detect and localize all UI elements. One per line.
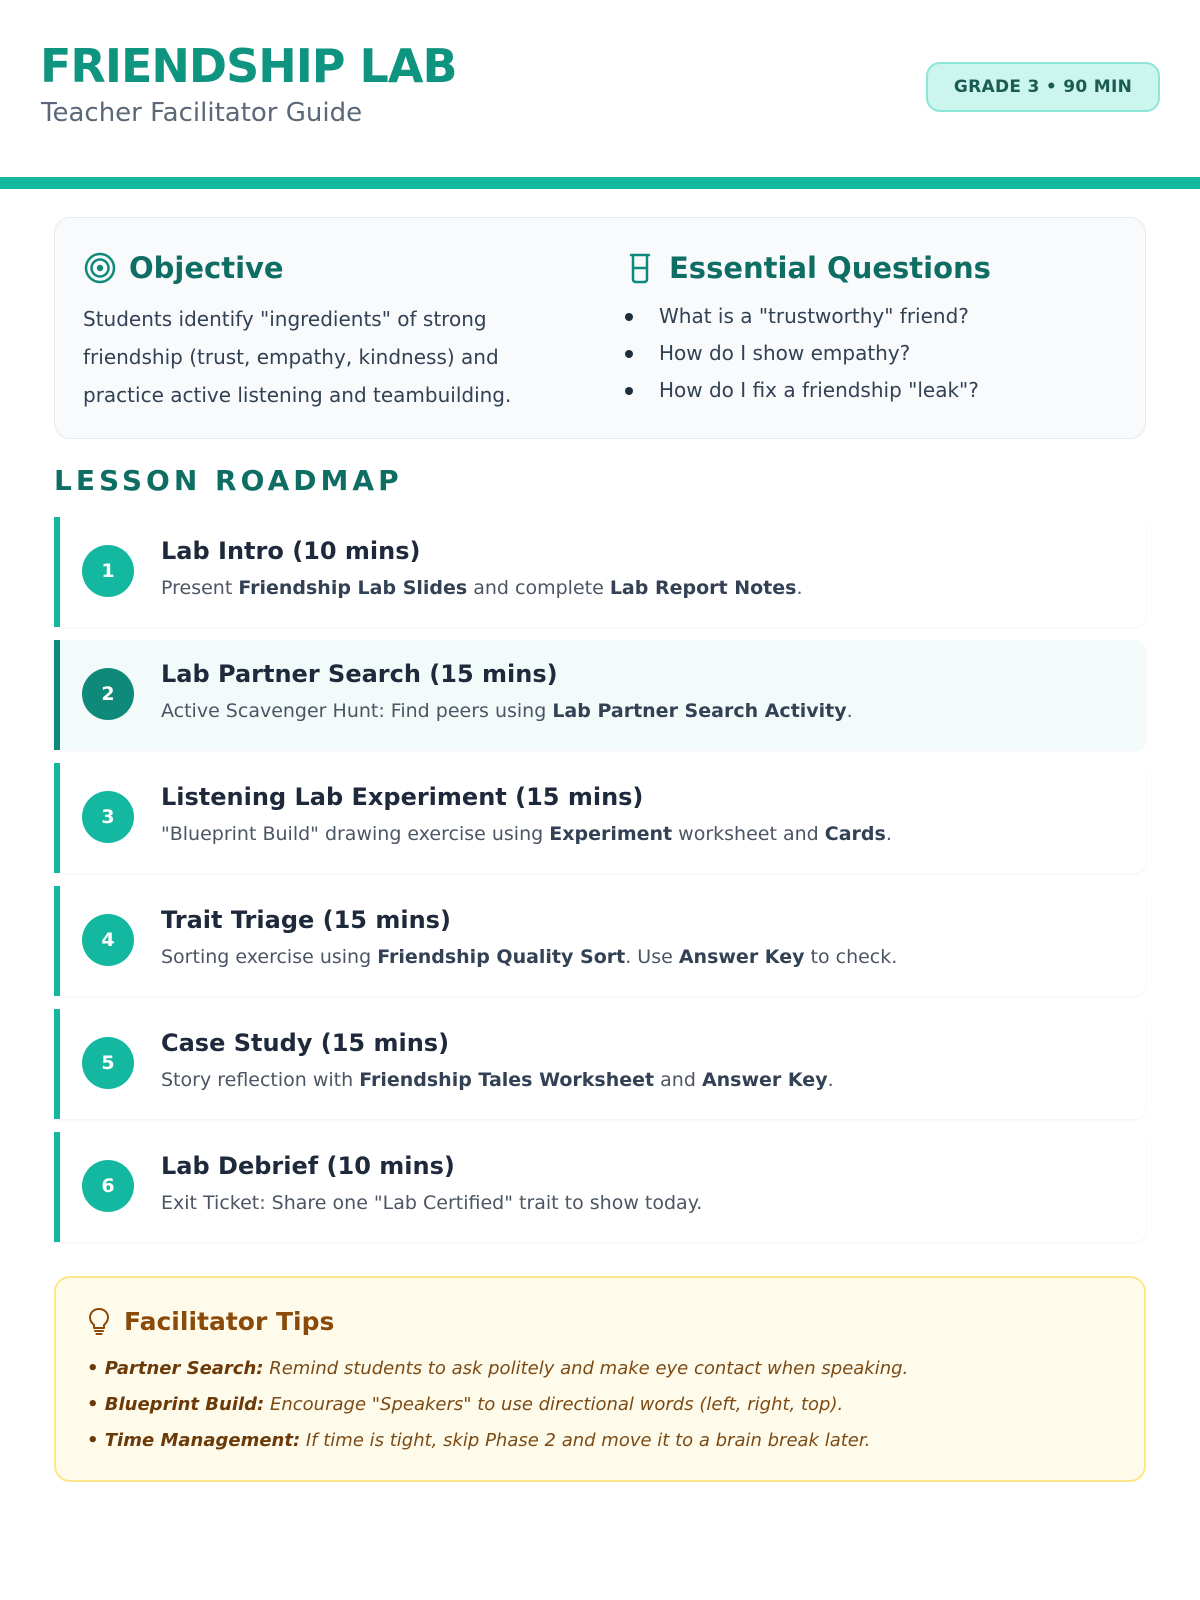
- description-text: worksheet and: [672, 823, 825, 845]
- description-text: and: [654, 1069, 702, 1091]
- step-number-badge: 3: [82, 791, 134, 843]
- description-text: and complete: [467, 577, 610, 599]
- tip-item: [87, 1430, 870, 1451]
- resource-name: Answer Key: [701, 1069, 828, 1091]
- lightbulb-icon: [86, 1306, 112, 1336]
- description-text: Present: [161, 577, 239, 599]
- objective-questions-card: [54, 217, 1146, 439]
- description-text: Exit Ticket: Share one "Lab Certified" trait to show today.: [161, 1192, 703, 1214]
- roadmap-step: [54, 640, 1146, 750]
- header: [0, 0, 1200, 190]
- beaker-icon: [623, 251, 657, 285]
- resource-name: Cards: [824, 823, 886, 845]
- description-text: Sorting exercise using: [161, 946, 378, 968]
- roadmap-step: [54, 517, 1146, 627]
- grade-duration-badge: GRADE 3 • 90 MIN: [926, 62, 1160, 112]
- roadmap-steps: [54, 517, 1146, 1255]
- tip-label: • Time Management:: [87, 1430, 301, 1451]
- step-description: [161, 946, 897, 968]
- step-description: [161, 700, 853, 722]
- step-number-badge: 5: [82, 1037, 134, 1089]
- step-description: [161, 823, 892, 845]
- step-description: [161, 1192, 702, 1214]
- step-title: Lab Partner Search (15 mins): [161, 660, 558, 688]
- step-title: Lab Debrief (10 mins): [161, 1152, 455, 1180]
- question-item: How do I fix a friendship "leak"?: [623, 372, 1113, 409]
- header-divider: [0, 177, 1200, 189]
- roadmap-heading: LESSON ROADMAP: [54, 464, 403, 497]
- question-item: What is a "trustworthy" friend?: [623, 298, 1113, 335]
- facilitator-tips-box: [54, 1276, 1146, 1482]
- description-text: Story reflection with: [161, 1069, 360, 1091]
- tip-item: [87, 1394, 843, 1415]
- tip-label: • Partner Search:: [87, 1358, 264, 1379]
- essential-questions-list: [623, 298, 1113, 409]
- resource-name: Experiment: [549, 823, 673, 845]
- step-description: [161, 577, 803, 599]
- target-icon: [83, 251, 117, 285]
- resource-name: Friendship Tales Worksheet: [359, 1069, 655, 1091]
- tip-text: Encourage "Speakers" to use directional words (left, right, top).: [264, 1394, 844, 1415]
- tip-text: Remind students to ask politely and make eye contact when speaking.: [263, 1358, 909, 1379]
- roadmap-step: [54, 763, 1146, 873]
- roadmap-step: [54, 886, 1146, 996]
- essential-questions-section: [623, 248, 1113, 409]
- objective-heading: Objective: [129, 251, 284, 285]
- objective-section: [83, 248, 553, 414]
- roadmap-step: [54, 1009, 1146, 1119]
- resource-name: Friendship Quality Sort: [377, 946, 626, 968]
- tip-label: • Blueprint Build:: [87, 1394, 265, 1415]
- step-title: Trait Triage (15 mins): [161, 906, 451, 934]
- resource-name: Answer Key: [678, 946, 805, 968]
- step-number-badge: 1: [82, 545, 134, 597]
- description-text: .: [885, 823, 892, 845]
- objective-text: Students identify "ingredients" of strong friendship (trust, empathy, kindness) and practice active listening and teambuilding.: [83, 307, 512, 407]
- tip-item: [87, 1358, 908, 1379]
- step-title: Listening Lab Experiment (15 mins): [161, 783, 644, 811]
- step-title: Case Study (15 mins): [161, 1029, 450, 1057]
- essential-questions-heading: Essential Questions: [669, 251, 991, 285]
- description-text: "Blueprint Build" drawing exercise using: [161, 823, 550, 845]
- step-title: Lab Intro (10 mins): [161, 537, 421, 565]
- tips-heading: Facilitator Tips: [124, 1306, 335, 1336]
- description-text: Active Scavenger Hunt: Find peers using: [161, 700, 553, 722]
- resource-name: Friendship Lab Slides: [238, 577, 468, 599]
- step-description: [161, 1069, 834, 1091]
- description-text: .: [796, 577, 803, 599]
- resource-name: Lab Report Notes: [609, 577, 797, 599]
- resource-name: Lab Partner Search Activity: [552, 700, 847, 722]
- question-item: How do I show empathy?: [623, 335, 1113, 372]
- step-number-badge: 4: [82, 914, 134, 966]
- roadmap-step: [54, 1132, 1146, 1242]
- description-text: to check.: [804, 946, 898, 968]
- step-number-badge: 2: [82, 668, 134, 720]
- page-title: FRIENDSHIP LAB: [40, 39, 457, 93]
- step-number-badge: 6: [82, 1160, 134, 1212]
- description-text: .: [846, 700, 853, 722]
- tip-text: If time is tight, skip Phase 2 and move it to a brain break later.: [300, 1430, 871, 1451]
- description-text: .: [827, 1069, 834, 1091]
- description-text: . Use: [625, 946, 679, 968]
- page-subtitle: Teacher Facilitator Guide: [41, 98, 363, 128]
